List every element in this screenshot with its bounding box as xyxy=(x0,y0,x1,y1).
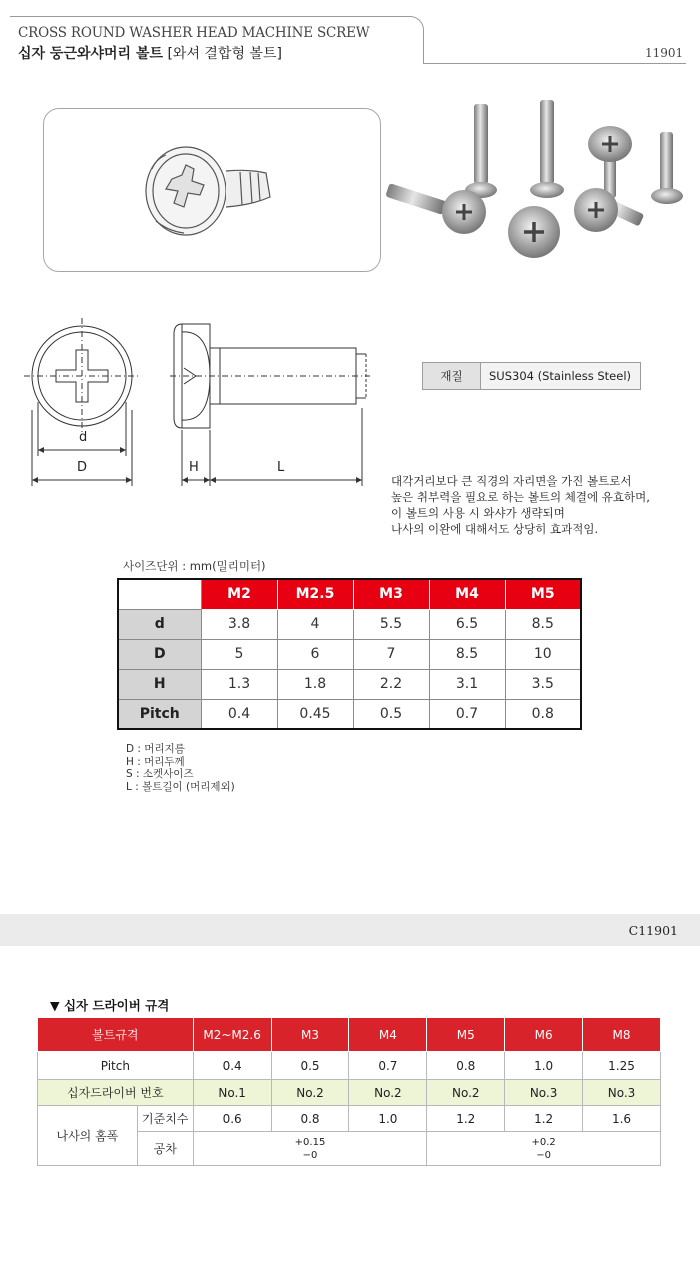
screw-photo-illustration xyxy=(382,92,698,270)
driver-row-label: 십자드라이버 번호 xyxy=(38,1080,194,1106)
product-description xyxy=(391,473,650,537)
spec-cell: 1.8 xyxy=(277,669,353,699)
driver-col-header: M8 xyxy=(583,1018,661,1052)
driver-col-header: M4 xyxy=(349,1018,427,1052)
tolerance-plus: +0.15 xyxy=(294,1136,326,1148)
table-row xyxy=(38,1106,661,1132)
spec-cell: 0.7 xyxy=(429,699,505,729)
screw-sketch-illustration xyxy=(44,109,381,272)
technical-drawing xyxy=(20,310,380,500)
spec-cell: 2.2 xyxy=(353,669,429,699)
spec-cell: 0.45 xyxy=(277,699,353,729)
material-box xyxy=(422,362,641,390)
driver-sub-label: 공차 xyxy=(137,1132,193,1166)
section-band xyxy=(0,914,700,946)
dimension-drawing xyxy=(20,310,380,500)
tolerance-plus: +0.2 xyxy=(531,1136,556,1148)
driver-cell: 1.25 xyxy=(583,1052,661,1080)
title-english: CROSS ROUND WASHER HEAD MACHINE SCREW xyxy=(18,25,370,41)
driver-cell: 0.5 xyxy=(271,1052,349,1080)
spec-cell: 8.5 xyxy=(505,609,581,639)
title-korean-main: 십자 둥근와샤머리 볼트 xyxy=(18,46,163,62)
spec-row-header: D xyxy=(118,639,201,669)
unit-note: 사이즈단위 : mm(밀리미터) xyxy=(123,559,266,573)
material-value: SUS304 (Stainless Steel) xyxy=(481,363,640,389)
spec-col-header: M5 xyxy=(505,579,581,609)
spec-cell: 3.1 xyxy=(429,669,505,699)
spec-corner-cell xyxy=(118,579,201,609)
spec-col-header: M3 xyxy=(353,579,429,609)
spec-cell: 1.3 xyxy=(201,669,277,699)
spec-row-header: d xyxy=(118,609,201,639)
driver-cell: No.2 xyxy=(349,1080,427,1106)
tolerance-minus: −0 xyxy=(536,1149,552,1161)
spec-cell: 8.5 xyxy=(429,639,505,669)
table-row xyxy=(118,609,581,639)
driver-cell: 0.4 xyxy=(193,1052,271,1080)
driver-col-header: M5 xyxy=(427,1018,505,1052)
driver-sub-label: 기준치수 xyxy=(137,1106,193,1132)
table-row xyxy=(118,669,581,699)
spec-cell: 6.5 xyxy=(429,609,505,639)
dim-label-d: d xyxy=(79,430,88,445)
table-row xyxy=(118,639,581,669)
spec-cell: 0.4 xyxy=(201,699,277,729)
spec-col-header: M4 xyxy=(429,579,505,609)
spec-col-header: M2 xyxy=(201,579,277,609)
product-photo xyxy=(382,92,698,270)
spec-row-header: H xyxy=(118,669,201,699)
spec-cell: 0.8 xyxy=(505,699,581,729)
product-code: 11901 xyxy=(645,46,684,60)
driver-cell: No.3 xyxy=(583,1080,661,1106)
spec-cell: 5.5 xyxy=(353,609,429,639)
spec-row-header: Pitch xyxy=(118,699,201,729)
screw-sketch-box xyxy=(43,108,381,272)
spec-cell: 0.5 xyxy=(353,699,429,729)
driver-row-label: Pitch xyxy=(38,1052,194,1080)
driver-cell: 1.0 xyxy=(349,1106,427,1132)
driver-col-header: M3 xyxy=(271,1018,349,1052)
driver-cell: 1.6 xyxy=(583,1106,661,1132)
description-line: 대각거리보다 큰 직경의 자리면을 가진 볼트로서 xyxy=(391,474,632,488)
table-row xyxy=(38,1080,661,1106)
driver-header-row xyxy=(38,1018,661,1052)
header-rule xyxy=(424,63,686,64)
driver-cell: No.3 xyxy=(505,1080,583,1106)
driver-col-header: M2~M2.6 xyxy=(193,1018,271,1052)
dim-label-H: H xyxy=(189,460,199,475)
band-code: C11901 xyxy=(628,923,678,938)
driver-cell: 1.2 xyxy=(505,1106,583,1132)
driver-cell: 0.8 xyxy=(271,1106,349,1132)
table-row xyxy=(118,699,581,729)
description-line: 나사의 이완에 대해서도 상당히 효과적임. xyxy=(391,522,599,536)
driver-section-title: ▼ 십자 드라이버 규격 xyxy=(50,998,170,1013)
driver-cell: 0.8 xyxy=(427,1052,505,1080)
driver-header-label: 볼트규격 xyxy=(38,1018,194,1052)
table-row xyxy=(38,1052,661,1080)
legend-item: H : 머리두께 xyxy=(126,755,185,768)
legend-item: L : 볼트길이 (머리제외) xyxy=(126,780,235,793)
driver-cell: No.1 xyxy=(193,1080,271,1106)
spec-header-row xyxy=(118,579,581,609)
description-line: 높은 취부력을 필요로 하는 볼트의 체결에 유효하며, xyxy=(391,490,650,504)
spec-cell: 4 xyxy=(277,609,353,639)
tolerance-cell xyxy=(427,1132,661,1166)
title-korean-sub: [와셔 결합형 볼트] xyxy=(167,46,282,62)
driver-cell: 0.6 xyxy=(193,1106,271,1132)
dim-label-D: D xyxy=(77,460,88,475)
dimension-legend xyxy=(126,743,235,793)
description-line: 이 볼트의 사용 시 와샤가 생략되며 xyxy=(391,506,565,520)
driver-cell: 1.0 xyxy=(505,1052,583,1080)
title-korean xyxy=(18,43,282,63)
spec-table xyxy=(117,578,582,730)
driver-cell: No.2 xyxy=(427,1080,505,1106)
spec-cell: 3.5 xyxy=(505,669,581,699)
legend-item: D : 머리지름 xyxy=(126,743,185,755)
driver-col-header: M6 xyxy=(505,1018,583,1052)
spec-cell: 7 xyxy=(353,639,429,669)
spec-cell: 5 xyxy=(201,639,277,669)
driver-cell: 0.7 xyxy=(349,1052,427,1080)
driver-cell: 1.2 xyxy=(427,1106,505,1132)
spec-cell: 10 xyxy=(505,639,581,669)
spec-col-header: M2.5 xyxy=(277,579,353,609)
dim-label-L: L xyxy=(277,460,285,475)
driver-cell: No.2 xyxy=(271,1080,349,1106)
spec-cell: 6 xyxy=(277,639,353,669)
tolerance-minus: −0 xyxy=(302,1149,318,1161)
driver-table xyxy=(37,1017,661,1166)
driver-row-label: 나사의 홈폭 xyxy=(38,1106,138,1166)
tolerance-cell xyxy=(193,1132,427,1166)
legend-item: S : 소켓사이즈 xyxy=(126,768,194,780)
spec-cell: 3.8 xyxy=(201,609,277,639)
material-label: 재질 xyxy=(423,363,481,389)
